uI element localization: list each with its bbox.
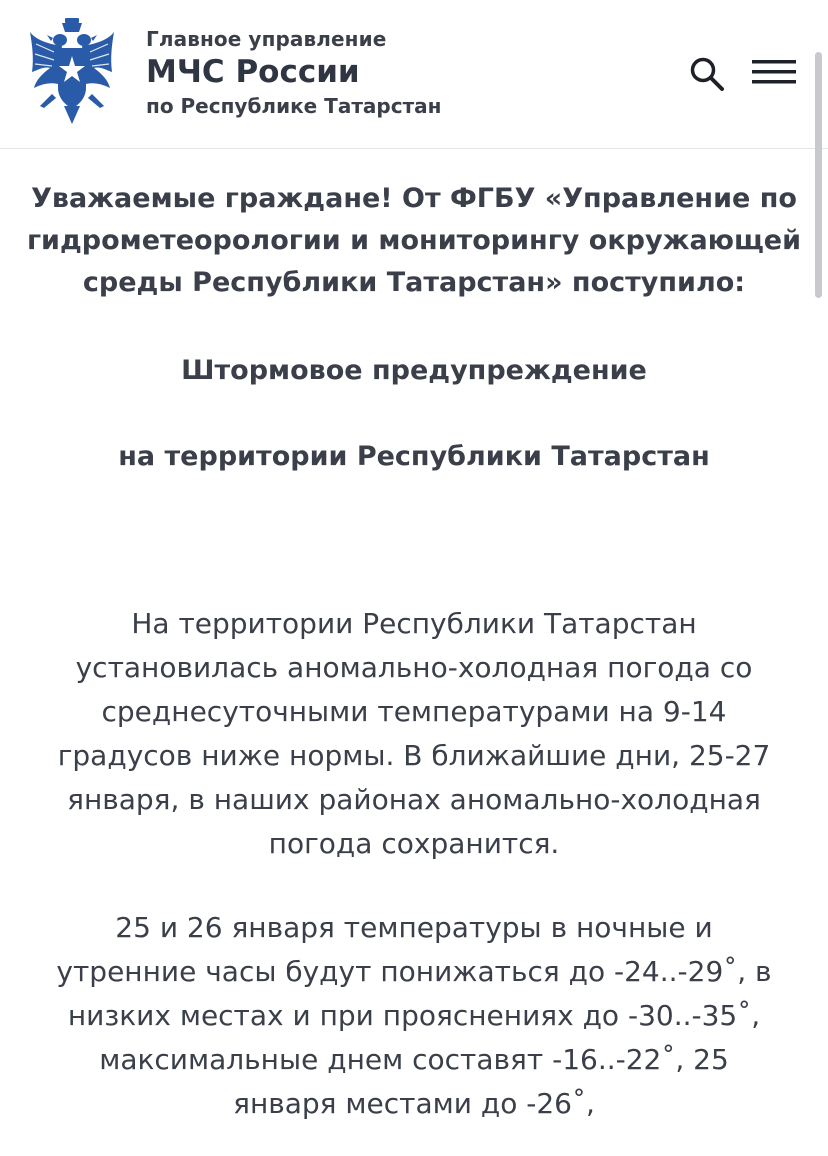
paragraph-line: На территории Республики Татарстан	[131, 607, 697, 640]
paragraph-line: максимальные днем составят -16..-22˚, 25	[99, 1043, 729, 1076]
brand-title[interactable]	[146, 26, 442, 120]
intro-line: гидрометеорологии и мониторингу окружающей	[26, 225, 802, 256]
paragraph-line: градусов ниже нормы. В ближайшие дни, 25-27	[57, 739, 771, 772]
article-body	[20, 178, 808, 1126]
brand-line-2: МЧС России	[146, 54, 360, 90]
search-icon	[688, 55, 726, 93]
paragraph-line: низких местах и при прояснениях до -30..-35˚,	[67, 999, 761, 1032]
brand-line-3: по Республике Татарстан	[146, 94, 442, 118]
paragraph-temperatures	[20, 906, 808, 1126]
paragraph-line: января местами до -26˚,	[233, 1087, 595, 1120]
paragraph-line: января, в наших районах аномально-холодная	[67, 783, 761, 816]
brand-line-1: Главное управление	[146, 27, 387, 51]
intro-line: среды Республики Татарстан» поступило:	[82, 267, 746, 298]
menu-button[interactable]	[752, 57, 798, 89]
scrollbar[interactable]	[815, 52, 822, 298]
site-header	[0, 0, 828, 149]
intro-text	[20, 178, 808, 304]
paragraph-line: утренние часы будут понижаться до -24..-29˚, в	[56, 955, 772, 988]
search-button[interactable]	[688, 55, 726, 93]
alert-title: Штормовое предупреждение	[181, 355, 647, 386]
intro-line: Уважаемые граждане! От ФГБУ «Управление по	[31, 183, 797, 214]
paragraph-line: установилась аномально-холодная погода со	[75, 651, 753, 684]
paragraph-anomaly	[20, 602, 808, 866]
territory-text: на территории Республики Татарстан	[118, 441, 710, 472]
emercom-eagle-emblem-icon[interactable]	[28, 18, 116, 126]
paragraph-line: среднесуточными температурами на 9-14	[101, 695, 727, 728]
hamburger-menu-icon	[752, 57, 798, 89]
paragraph-line: 25 и 26 января температуры в ночные и	[115, 911, 713, 944]
paragraph-line: погода сохранится.	[268, 827, 560, 860]
